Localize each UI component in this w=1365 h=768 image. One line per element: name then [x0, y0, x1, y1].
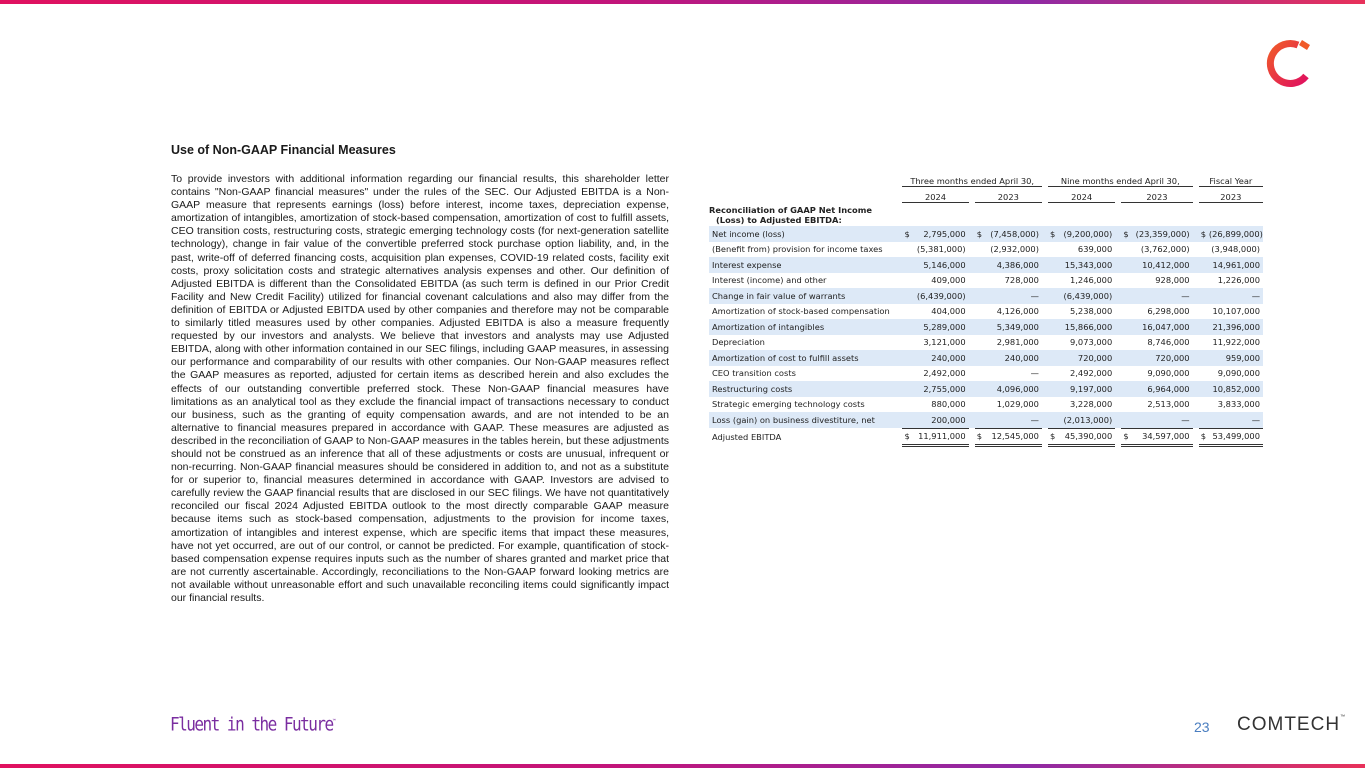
table-cell: 15,866,000: [1058, 319, 1115, 335]
table-cell: 404,000: [931, 306, 966, 317]
currency-symbol: [1048, 304, 1058, 320]
table-cell: 2,492,000: [1070, 368, 1113, 379]
currency-symbol: [902, 304, 912, 320]
tagline-trademark: ™: [332, 718, 336, 726]
table-cell: 9,197,000: [1058, 381, 1115, 397]
row-label: Loss (gain) on business divestiture, net: [709, 412, 896, 428]
table-cell: 6,964,000: [1132, 381, 1193, 397]
table-row: [709, 257, 1263, 273]
currency-symbol: [1199, 257, 1209, 273]
table-cell: (5,381,000): [916, 244, 966, 255]
table-cell: 4,126,000: [996, 306, 1039, 317]
currency-symbol: $: [1199, 226, 1209, 242]
table-cell: 5,349,000: [985, 319, 1042, 335]
currency-symbol: [1121, 257, 1131, 273]
currency-symbol: [902, 319, 912, 335]
currency-symbol: [1048, 366, 1058, 382]
section-title: [709, 203, 1263, 227]
table-cell: 9,073,000: [1070, 337, 1113, 348]
currency-symbol: [975, 319, 985, 335]
table-cell: 1,029,000: [996, 399, 1039, 410]
table-row: [709, 242, 1263, 258]
currency-symbol: [1199, 366, 1209, 382]
currency-symbol: [1199, 242, 1209, 258]
row-label: Depreciation: [712, 337, 765, 348]
brand-logo: [1237, 714, 1345, 736]
table-cell: 16,047,000: [1132, 319, 1193, 335]
table-cell: 5,238,000: [1070, 306, 1113, 317]
table-cell: —: [1209, 288, 1263, 304]
section-title-line-2: (Loss) to Adjusted EBITDA:: [716, 214, 842, 225]
row-label: Amortization of intangibles: [709, 319, 896, 335]
table-row: [709, 304, 1263, 320]
table-cell: —: [985, 412, 1042, 428]
currency-symbol: [1199, 381, 1209, 397]
table-cell: 200,000: [913, 412, 969, 428]
table-cell: 720,000: [1058, 350, 1115, 366]
table-cell: 3,228,000: [1070, 399, 1113, 410]
tagline: [170, 713, 336, 735]
table-cell: 5,146,000: [913, 257, 969, 273]
table-cell: 959,000: [1209, 350, 1263, 366]
currency-symbol: [975, 288, 985, 304]
table-cell: 3,833,000: [1217, 399, 1260, 410]
currency-symbol: $: [1048, 428, 1058, 446]
table-row: [709, 273, 1263, 289]
currency-symbol: [1121, 381, 1131, 397]
currency-symbol: [975, 304, 985, 320]
table-cell: 8,746,000: [1147, 337, 1190, 348]
year-header: 2024: [902, 187, 968, 203]
currency-symbol: [975, 366, 985, 382]
currency-symbol: [902, 381, 912, 397]
table-cell: 2,795,000: [913, 226, 969, 242]
row-label: CEO transition costs: [712, 368, 796, 379]
row-label: Adjusted EBITDA: [712, 431, 782, 442]
section-title-line-1: Reconciliation of GAAP Net Income: [709, 205, 873, 215]
comtech-ring-icon: [1258, 36, 1318, 92]
row-label: Restructuring costs: [709, 381, 896, 397]
table-cell: 639,000: [1077, 244, 1113, 255]
table-cell: (6,439,000): [913, 288, 969, 304]
table-cell: 14,961,000: [1209, 257, 1263, 273]
table-cell: 1,246,000: [1070, 275, 1113, 286]
row-label: Interest expense: [709, 257, 896, 273]
table-cell: (2,932,000): [990, 244, 1039, 255]
table-cell: —: [1132, 412, 1193, 428]
currency-symbol: [1048, 273, 1058, 289]
currency-symbol: [1121, 350, 1131, 366]
table-row: [709, 412, 1263, 428]
currency-symbol: [1199, 319, 1209, 335]
currency-symbol: [1048, 242, 1058, 258]
row-label: Net income (loss): [709, 226, 896, 242]
row-label: Change in fair value of warrants: [709, 288, 896, 304]
currency-symbol: [1199, 412, 1209, 428]
table-cell: (2,013,000): [1058, 412, 1115, 428]
table-cell: 34,597,000: [1132, 428, 1193, 446]
currency-symbol: [975, 257, 985, 273]
currency-symbol: [1121, 366, 1131, 382]
table-row: [709, 226, 1263, 242]
table-cell: (3,762,000): [1140, 244, 1190, 255]
row-label: Amortization of cost to fulfill assets: [709, 350, 896, 366]
table-cell: 10,852,000: [1209, 381, 1263, 397]
row-label: Strategic emerging technology costs: [712, 399, 865, 410]
year-header: 2023: [975, 187, 1042, 203]
currency-symbol: [1048, 350, 1058, 366]
currency-symbol: [1121, 412, 1131, 428]
year-header: 2023: [1199, 187, 1263, 203]
table-cell: 10,107,000: [1212, 306, 1260, 317]
table-cell: 2,981,000: [996, 337, 1039, 348]
currency-symbol: [902, 350, 912, 366]
currency-symbol: [902, 366, 912, 382]
currency-symbol: [902, 273, 912, 289]
currency-symbol: [1199, 288, 1209, 304]
table-row: [709, 319, 1263, 335]
total-row: [709, 428, 1263, 446]
table-cell: 53,499,000: [1209, 428, 1263, 446]
table-cell: 45,390,000: [1058, 428, 1115, 446]
currency-symbol: [975, 381, 985, 397]
table-cell: —: [1209, 412, 1263, 428]
currency-symbol: [975, 273, 985, 289]
top-accent-bar: [0, 0, 1365, 4]
brand-wordmark: COMTECH: [1237, 714, 1341, 735]
table-cell: (23,359,000): [1132, 226, 1193, 242]
reconciliation-table-container: [709, 171, 1263, 447]
currency-symbol: [1048, 257, 1058, 273]
currency-symbol: [1048, 412, 1058, 428]
table-cell: 2,492,000: [923, 368, 966, 379]
currency-symbol: $: [1199, 428, 1209, 446]
table-cell: 728,000: [1004, 275, 1039, 286]
currency-symbol: [902, 257, 912, 273]
currency-symbol: $: [1121, 428, 1131, 446]
page-number: 23: [1194, 719, 1210, 735]
table-cell: 21,396,000: [1209, 319, 1263, 335]
table-cell: 9,090,000: [1147, 368, 1190, 379]
table-cell: 12,545,000: [985, 428, 1042, 446]
table-cell: 15,343,000: [1058, 257, 1115, 273]
table-row: [709, 381, 1263, 397]
year-header: 2023: [1121, 187, 1192, 203]
table-cell: 4,386,000: [985, 257, 1042, 273]
currency-symbol: [902, 397, 912, 413]
currency-symbol: [975, 412, 985, 428]
currency-symbol: $: [1121, 226, 1131, 242]
table-cell: 5,289,000: [913, 319, 969, 335]
currency-symbol: [975, 242, 985, 258]
currency-symbol: [902, 242, 912, 258]
table-row: [709, 335, 1263, 351]
currency-symbol: $: [1048, 226, 1058, 242]
table-cell: —: [985, 288, 1042, 304]
table-row: [709, 350, 1263, 366]
currency-symbol: [975, 350, 985, 366]
year-header: 2024: [1048, 187, 1115, 203]
table-cell: 1,226,000: [1217, 275, 1260, 286]
currency-symbol: [1121, 273, 1131, 289]
currency-symbol: [1121, 319, 1131, 335]
brand-trademark: ™: [1340, 714, 1346, 720]
currency-symbol: $: [975, 428, 985, 446]
table-cell: 4,096,000: [985, 381, 1042, 397]
currency-symbol: [975, 335, 985, 351]
table-cell: 2,755,000: [913, 381, 969, 397]
table-cell: 6,298,000: [1147, 306, 1190, 317]
currency-symbol: $: [902, 428, 912, 446]
table-cell: 409,000: [931, 275, 966, 286]
table-cell: (7,458,000): [985, 226, 1042, 242]
row-label: Amortization of stock-based compensation: [712, 306, 890, 317]
table-cell: (9,200,000): [1058, 226, 1115, 242]
table-cell: 9,090,000: [1217, 368, 1260, 379]
table-row: [709, 397, 1263, 413]
table-cell: 3,121,000: [923, 337, 966, 348]
tagline-text: Fluent in the Future: [170, 713, 333, 735]
table-cell: 2,513,000: [1147, 399, 1190, 410]
currency-symbol: [975, 397, 985, 413]
table-cell: 240,000: [985, 350, 1042, 366]
table-cell: 10,412,000: [1132, 257, 1193, 273]
table-cell: (26,899,000): [1209, 226, 1263, 242]
currency-symbol: [1199, 335, 1209, 351]
table-cell: —: [1132, 288, 1193, 304]
currency-symbol: [1199, 273, 1209, 289]
table-cell: 11,911,000: [913, 428, 969, 446]
currency-symbol: [1121, 242, 1131, 258]
currency-symbol: [1121, 335, 1131, 351]
body-paragraph: To provide investors with additional information regarding our financial results, this shareholder letter contains "Non-GAAP financial measures" under the rules of the SEC. Our Adjusted EBITDA is a Non-GAAP measure that represents earnings (loss) before interest, income taxes, depreciation expense, amortization of intangibles, amortization of stock-based compensation, amortization of cost to fulfill assets, CEO transition costs, restructuring costs, strategic emerging technology costs (for next-generation satellite technology), change in fair value of the convertible preferred stock purchase option liability, and, in the past, write-off of deferred financing costs, acquisition plan expenses, COVID-19 related costs, facility exit costs, proxy solicitation costs and strategic alternatives analysis expenses and other. Our definition of Adjusted EBITDA is different than the Consolidated EBITDA (as such term is defined in our Prior Credit Facility and New Credit Facility) utilized for financial covenant calculations and also may differ from the definition of EBITDA or Adjusted EBITDA used by other companies and therefore may not be comparable to similarly titled measures used by other companies. Adjusted EBITDA is also a measure frequently requested by our investors and analysts. We believe that investors and analysts may use Adjusted EBITDA, along with other information contained in our SEC filings, including GAAP measures, in assessing our performance and comparability of our results with other companies. Our Non-GAAP measures reflect the GAAP measures as reported, adjusted for certain items as described herein and also excludes the effects of our outstanding convertible preferred stock. These Non-GAAP financial measures have limitations as an analytical tool as they exclude the financial impact of transactions necessary to conduct our business, such as the granting of equity compensation awards, and are not intended to be an alternative to financial measures prepared in accordance with GAAP. These measures are adjusted as described in the reconciliation of GAAP to Non-GAAP measures in the tables herein, but these adjustments should not be construed as an inference that all of these adjustments or costs are unusual, infrequent or non-recurring. Non-GAAP financial measures should be considered in addition to, and not as a substitute for or superior to, financial measures determined in accordance with GAAP. Investors are advised to carefully review the GAAP financial results that are disclosed in our SEC filings. We have not quantitatively reconciled our fiscal 2024 Adjusted EBITDA outlook to the most directly comparable GAAP measure because items such as stock-based compensation, adjustments to the provision for income taxes, amortization of intangibles and interest expense, which are specific items that impact these measures, have not yet occurred, are out of our control, or cannot be predicted. For example, quantification of stock-based compensation expense requires inputs such as the number of shares granted and market price that are not currently ascertainable. Accordingly, reconciliations to the Non-GAAP forward looking metrics are not available without unreasonable effort and such unavailable reconciling items could significantly impact our financial results.: [171, 173, 669, 604]
currency-symbol: [1121, 288, 1131, 304]
header-nine-months: Nine months ended April 30,: [1048, 171, 1193, 187]
currency-symbol: [1048, 288, 1058, 304]
table-cell: 240,000: [913, 350, 969, 366]
page-title: Use of Non-GAAP Financial Measures: [171, 143, 396, 157]
currency-symbol: [1121, 304, 1131, 320]
table-cell: —: [1030, 368, 1039, 379]
currency-symbol: [1199, 397, 1209, 413]
currency-symbol: [1121, 397, 1131, 413]
currency-symbol: $: [902, 226, 912, 242]
row-label: (Benefit from) provision for income taxes: [712, 244, 883, 255]
currency-symbol: [1048, 335, 1058, 351]
currency-symbol: [1048, 319, 1058, 335]
header-three-months: Three months ended April 30,: [902, 171, 1042, 187]
table-cell: 928,000: [1155, 275, 1190, 286]
currency-symbol: [1199, 350, 1209, 366]
table-row: [709, 366, 1263, 382]
currency-symbol: [902, 288, 912, 304]
table-cell: (3,948,000): [1211, 244, 1260, 255]
table-cell: 11,922,000: [1212, 337, 1260, 348]
currency-symbol: [1199, 304, 1209, 320]
table-cell: 720,000: [1132, 350, 1193, 366]
currency-symbol: $: [975, 226, 985, 242]
currency-symbol: [902, 412, 912, 428]
currency-symbol: [1048, 397, 1058, 413]
bottom-accent-bar: [0, 764, 1365, 768]
header-fiscal-year: Fiscal Year: [1199, 171, 1263, 187]
table-row: [709, 288, 1263, 304]
currency-symbol: [902, 335, 912, 351]
table-cell: (6,439,000): [1058, 288, 1115, 304]
row-label: Interest (income) and other: [712, 275, 827, 286]
currency-symbol: [1048, 381, 1058, 397]
table-cell: 880,000: [931, 399, 966, 410]
reconciliation-table: [709, 171, 1263, 447]
